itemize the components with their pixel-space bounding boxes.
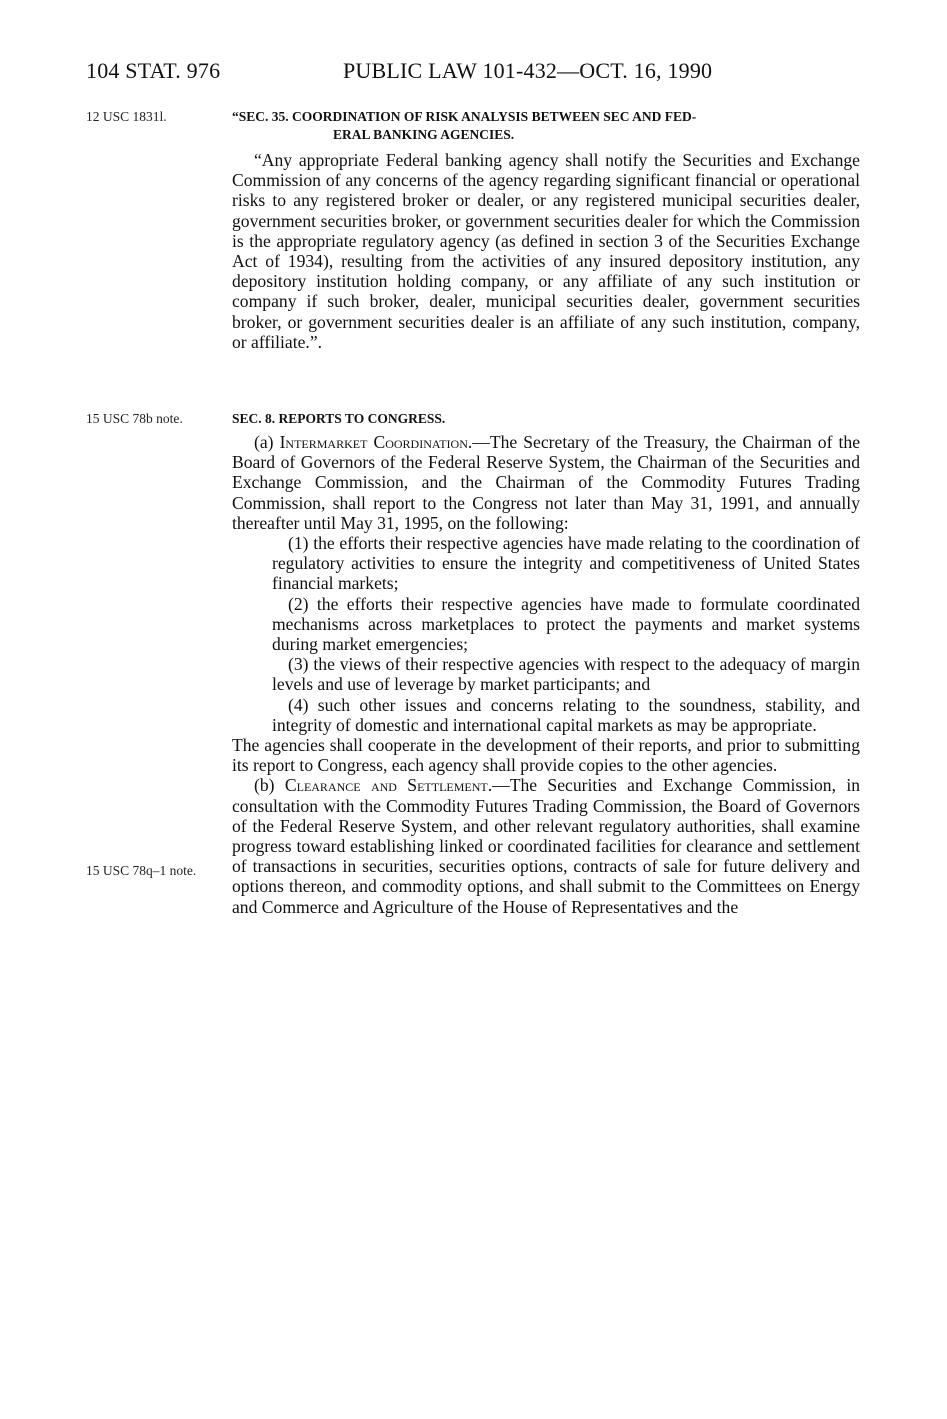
subsection-b-text: —The Securities and Exchange Commission, in consultation with the Commodity Futures Trading Commission, the Board of Governors of the Federal Reserve System, and other relevant regulatory authorities, shall examine progress toward establishing linked or coordinated facilities for clearance and settlement of transactions in securities, securities options, contracts of sale for future delivery and options thereon, and commodity options, and shall submit to the Committees on Energy and Commerce and Agriculture of the House of Representatives and the <box>232 775 861 917</box>
subsection-a-paragraph <box>232 432 860 533</box>
page-header <box>86 58 861 88</box>
section-8-heading: SEC. 8. REPORTS TO CONGRESS. <box>232 411 446 426</box>
margin-note-15-usc-78q-1: 15 USC 78q–1 note. <box>86 863 197 878</box>
list-item-1: (1) the efforts their respective agencies have made relating to the coordination of regulatory activities to ensure the integrity and competitiveness of United States financial markets; <box>272 533 860 594</box>
subsection-a-label: (a) <box>254 432 274 452</box>
subsection-b-label: (b) <box>254 775 275 796</box>
subsection-b-title: Clearance and Settlement. <box>284 775 493 796</box>
subsection-a-title: Intermarket Coordination. <box>279 432 473 452</box>
stat-page-number: 104 STAT. 976 <box>86 58 221 83</box>
list-item-4: (4) such other issues and concerns relating to the soundness, stability, and integrity of domestic and international capital markets as may be appropriate. <box>272 694 860 735</box>
section-35-body <box>232 150 860 352</box>
section-35-paragraph: “Any appropriate Federal banking agency shall notify the Securities and Exchange Commission of any concerns of the agency regarding significant financial or operational risks to any registered broker or dealer, or any registered municipal securities dealer, government securities broker, or government securities dealer for which the Commission is the appropriate regulatory agency (as defined in section 3 of the Securities Exchange Act of 1934), resulting from the activities of any insured depository institution, any depository institution holding company, or any affiliate of any such institution or company if such broker, dealer, municipal securities dealer, government securities broker, or government securities dealer is an affiliate of any such institution, company, or affiliate.”. <box>232 150 860 352</box>
margin-note-12-usc-1831l: 12 USC 1831l. <box>86 109 167 124</box>
public-law-title: PUBLIC LAW 101-432—OCT. 16, 1990 <box>343 58 713 83</box>
list-item-2: (2) the efforts their respective agencies have made to formulate coordinated mechanisms across marketplaces to protect the payments and market systems during market emergencies; <box>272 593 860 655</box>
section-35-heading-line2: ERAL BANKING AGENCIES. <box>333 127 515 142</box>
list-item-3: (3) the views of their respective agencies with respect to the adequacy of margin levels and use of leverage by market participants; and <box>272 654 860 695</box>
subsection-b-paragraph <box>232 775 860 916</box>
cooperate-paragraph: The agencies shall cooperate in the development of their reports, and prior to submitting its report to Congress, each agency shall provide copies to the other agencies. <box>232 735 860 776</box>
subsection-a-text: —The Secretary of the Treasury, the Chairman of the Board of Governors of the Federal Reserve System, the Chairman of the Securities and Exchange Commission, and the Chairman of the Commodity Futures Trading Commission, shall report to the Congress not later than May 31, 1991, and annually thereafter until May 31, 1995, on the following: <box>232 432 861 533</box>
section-35-heading-line1: “SEC. 35. COORDINATION OF RISK ANALYSIS BETWEEN SEC AND FED- <box>232 109 697 124</box>
section-8-body <box>232 432 860 917</box>
margin-note-15-usc-78b: 15 USC 78b note. <box>86 411 183 426</box>
section-35-heading <box>232 108 862 144</box>
